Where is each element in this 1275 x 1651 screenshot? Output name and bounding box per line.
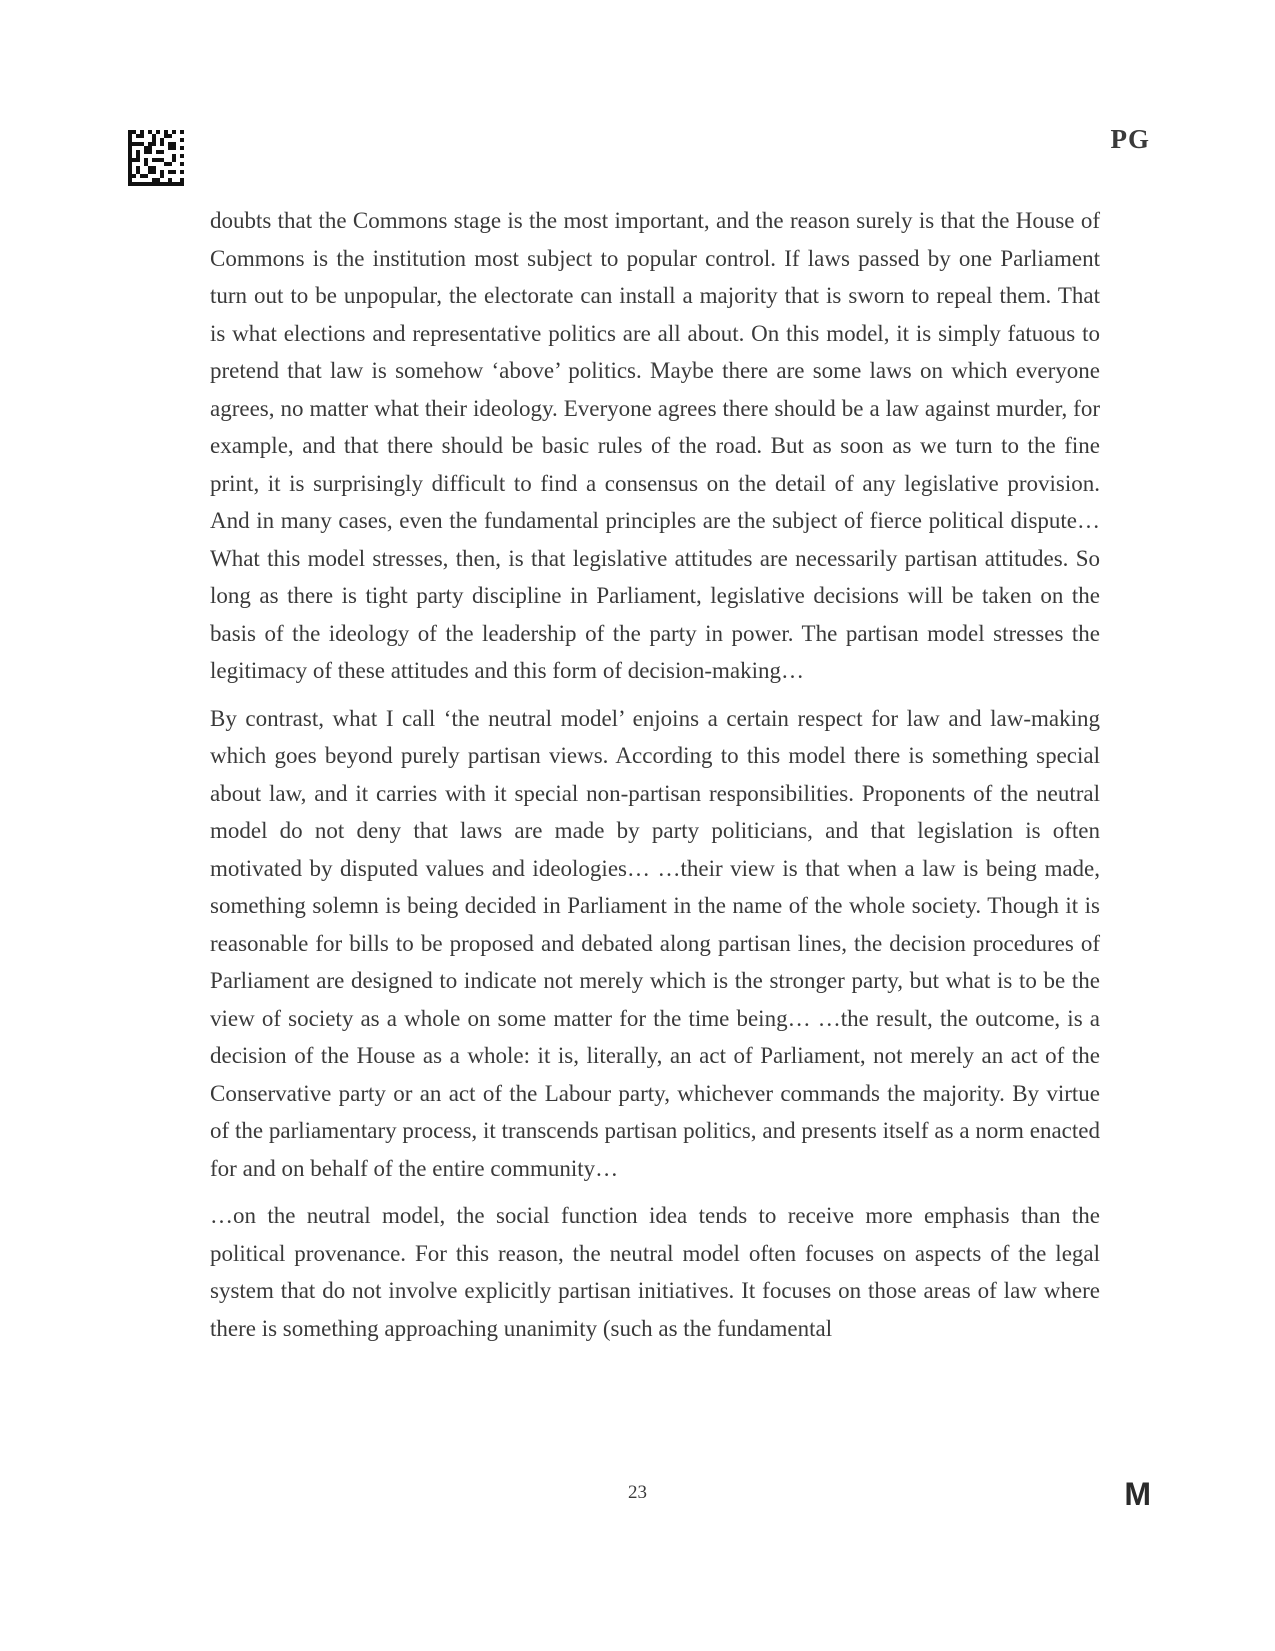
page-number: 23 — [628, 1482, 647, 1503]
paragraph: doubts that the Commons stage is the most important, and the reason surely is that the House of Commons is the institution most subject to popular control. If laws passed by one Parliament turn out to be unpopular, the electorate can install a majority that is sworn to repeal them. That is what elections and representative politics are all about. On this model, it is simply fatuous to pretend that law is somehow ‘above’ politics. Maybe there are some laws on which everyone agrees, no matter what their ideology. Everyone agrees there should be a law against murder, for example, and that there should be basic rules of the road. But as soon as we turn to the fine print, it is surprisingly difficult to find a consensus on the detail of any legislative provision. And in many cases, even the fundamental principles are the subject of fierce political dispute… What this model stresses, then, is that legislative attitudes are necessarily partisan attitudes. So long as there is tight party discipline in Parliament, legislative decisions will be taken on the basis of the ideology of the leadership of the party in power. The partisan model stresses the legitimacy of these attitudes and this form of decision-making… — [210, 208, 1100, 683]
corner-mark: M — [1124, 1476, 1151, 1512]
header-code: PG — [1110, 124, 1150, 154]
main-text — [210, 202, 1100, 1357]
datamatrix-barcode-icon — [128, 130, 184, 186]
paragraph: …on the neutral model, the social function idea tends to receive more emphasis than the political provenance. For this reason, the neutral model often focuses on aspects of the legal system that do not involve explicitly partisan initiatives. It focuses on those areas of law where there is something approaching unanimity (such as the fundamental — [210, 1203, 1100, 1341]
paragraph: By contrast, what I call ‘the neutral model’ enjoins a certain respect for law and law-making which goes beyond purely partisan views. According to this model there is something special about law, and it carries with it special non-partisan responsibilities. Proponents of the neutral model do not deny that laws are made by party politicians, and that legislation is often motivated by disputed values and ideologies… …their view is that when a law is being made, something solemn is being decided in Parliament in the name of the whole society. Though it is reasonable for bills to be proposed and debated along partisan lines, the decision procedures of Parliament are designed to indicate not merely which is the stronger party, but what is to be the view of society as a whole on some matter for the time being… …the result, the outcome, is a decision of the House as a whole: it is, literally, an act of Parliament, not merely an act of the Conservative party or an act of the Labour party, whichever commands the majority. By virtue of the parliamentary process, it transcends partisan politics, and presents itself as a norm enacted for and on behalf of the entire community… — [210, 705, 1100, 1181]
